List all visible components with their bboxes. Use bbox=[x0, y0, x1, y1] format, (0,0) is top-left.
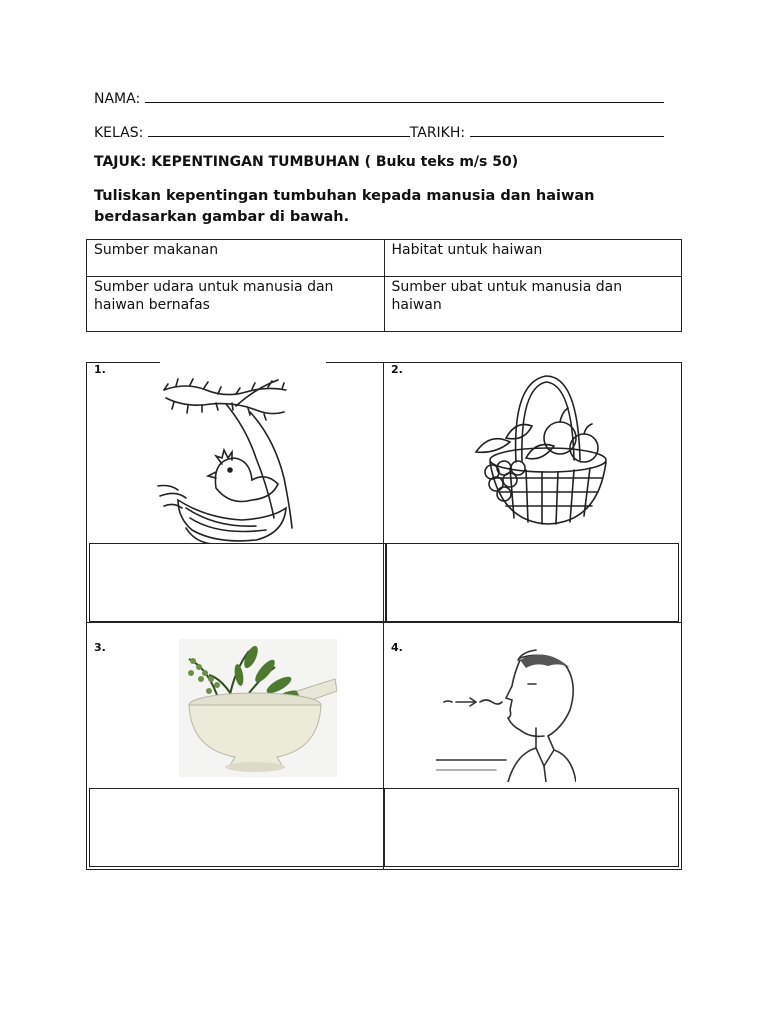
date-blank[interactable] bbox=[470, 122, 664, 137]
option-medicine-source: Sumber ubat untuk manusia dan haiwan bbox=[384, 277, 682, 332]
panel-2-answer-box[interactable] bbox=[386, 543, 679, 622]
name-label: NAMA: bbox=[94, 91, 141, 107]
fruit-basket-icon bbox=[466, 372, 616, 530]
option-animal-habitat: Habitat untuk haiwan bbox=[384, 240, 682, 277]
date-label: TARIKH: bbox=[409, 125, 466, 141]
panel-3-number: 3. bbox=[94, 641, 106, 654]
panel-4-number: 4. bbox=[391, 641, 403, 654]
panel-3-answer-box[interactable] bbox=[89, 788, 385, 867]
name-field bbox=[94, 88, 664, 107]
answer-options-table bbox=[86, 239, 682, 332]
class-label: KELAS: bbox=[94, 125, 144, 141]
class-blank[interactable] bbox=[148, 122, 410, 137]
name-blank[interactable] bbox=[145, 88, 664, 103]
panel-2-number: 2. bbox=[391, 363, 403, 376]
panel-4-answer-box[interactable] bbox=[384, 788, 679, 867]
page-title: TAJUK: KEPENTINGAN TUMBUHAN ( Buku teks m/s 50) bbox=[94, 154, 519, 170]
bird-nest-in-tree-icon bbox=[156, 368, 306, 544]
herbs-mortar-pestle-icon bbox=[179, 639, 337, 777]
panel-1-answer-box[interactable] bbox=[89, 543, 386, 622]
grid-row-divider bbox=[86, 622, 682, 623]
grid-left-line bbox=[86, 362, 87, 870]
instruction-text: Tuliskan kepentingan tumbuhan kepada manusia dan haiwan berdasarkan gambar di bawah. bbox=[94, 188, 595, 225]
option-food-source: Sumber makanan bbox=[87, 240, 385, 277]
panel-1-number: 1. bbox=[94, 363, 106, 376]
grid-bottom-line bbox=[86, 869, 682, 870]
option-air-source: Sumber udara untuk manusia dan haiwan bernafas bbox=[87, 277, 385, 332]
boy-breathing-icon bbox=[436, 644, 576, 782]
class-date-field bbox=[94, 122, 664, 141]
picture-grid bbox=[86, 362, 682, 870]
grid-right-line bbox=[681, 362, 682, 870]
grid-top-right-line bbox=[326, 362, 682, 363]
